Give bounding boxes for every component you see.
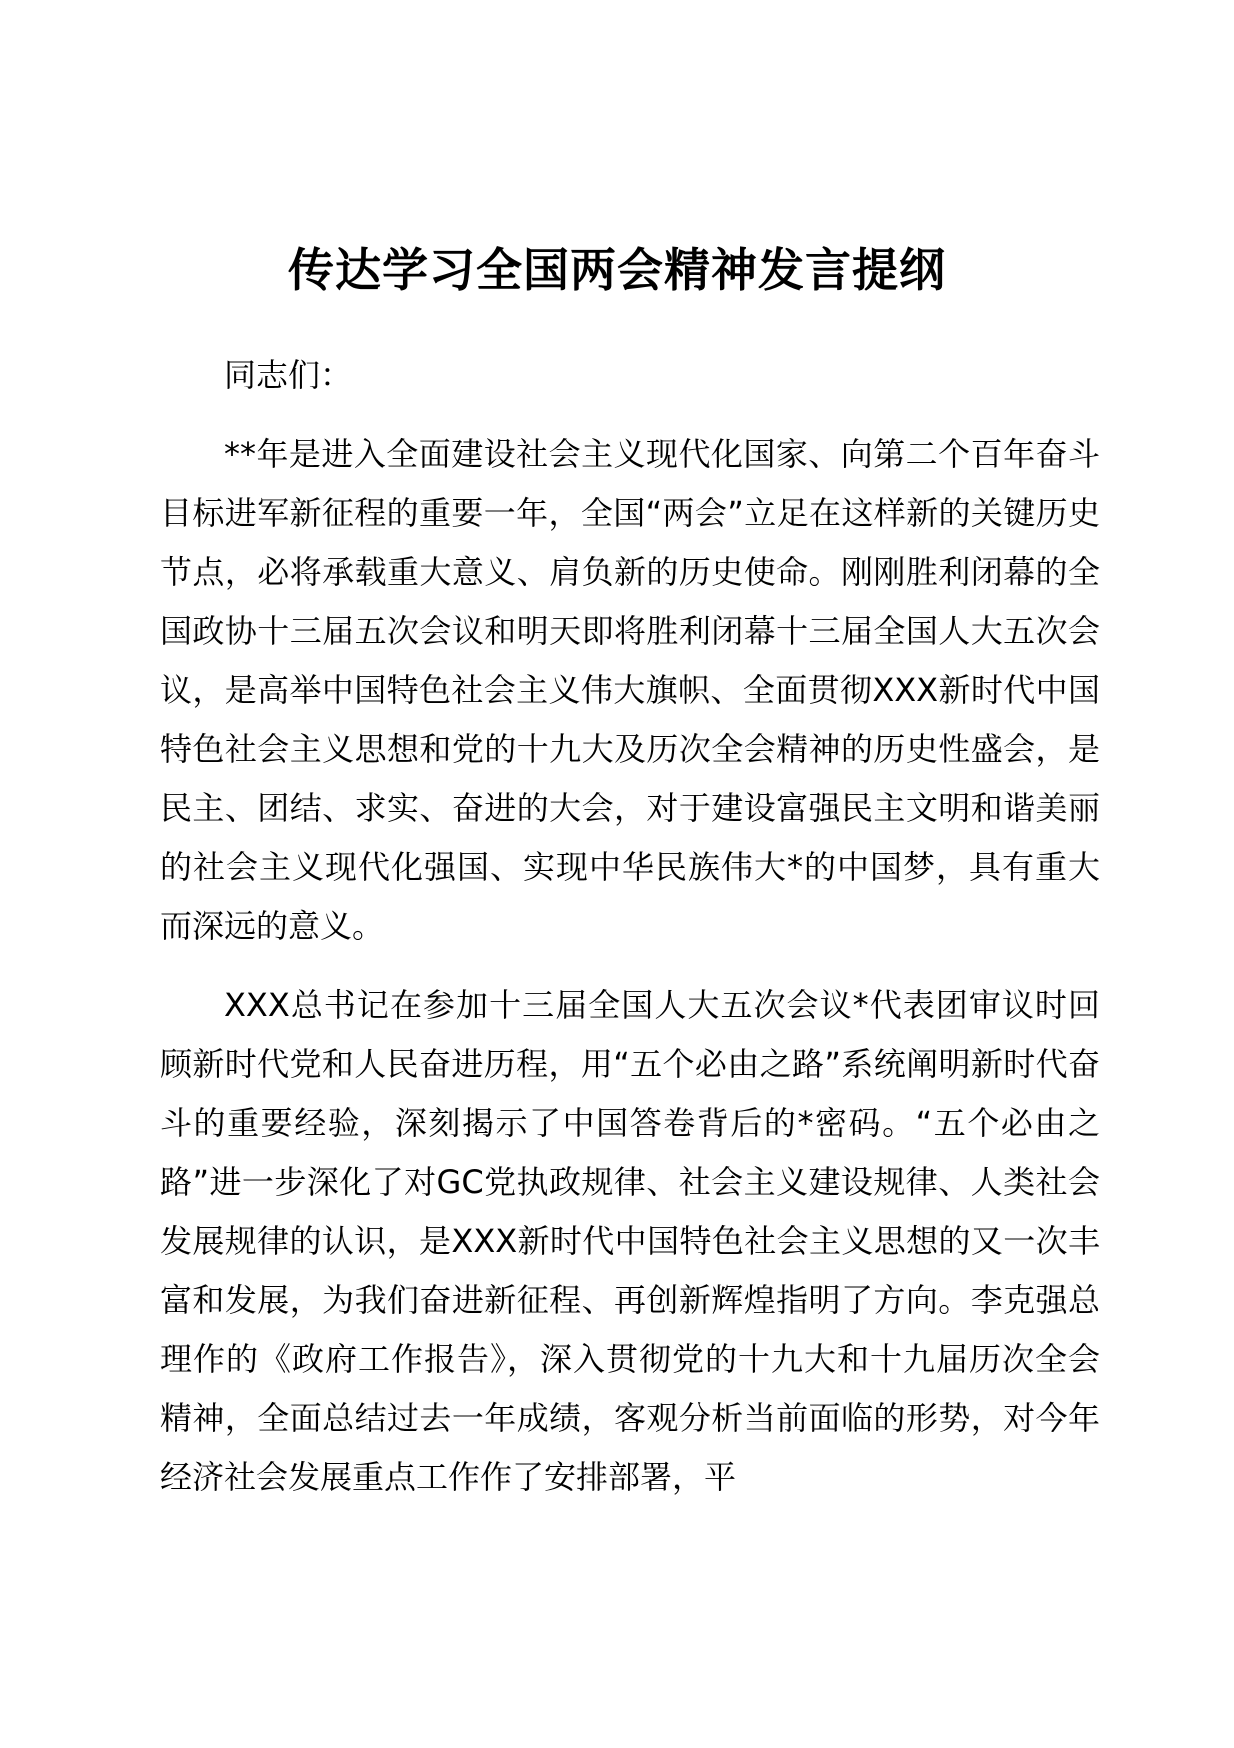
document-body [160,346,1100,1527]
paragraph-1: **年是进入全面建设社会主义现代化国家、向第二个百年奋斗目标进军新征程的重要一年，全国“两会”立足在这样新的关键历史节点，必将承载重大意义、肩负新的历史使命。刚刚胜利闭幕的全国政协十三届五次会议和明天即将胜利闭幕十三届全国人大五次会议，是高举中国特色社会主义伟大旗帜、全面贯彻XXX新时代中国特色社会主义思想和党的十九大及历次全会精神的历史性盛会，是民主、团结、求实、奋进的大会，对于建设富强民主文明和谐美丽的社会主义现代化强国、实现中华民族伟大*的中国梦，具有重大而深远的意义。 [160,435,1100,945]
salutation: 同志们： [224,356,353,394]
document-title: 传达学习全国两会精神发言提纲 [288,243,946,297]
paragraph-2: XXX总书记在参加十三届全国人大五次会议*代表团审议时回顾新时代党和人民奋进历程，用“五个必由之路”系统阐明新时代奋斗的重要经验，深刻揭示了中国答卷背后的*密码。“五个必由之路”进一步深化了对GC党执政规律、社会主义建设规律、人类社会发展规律的认识，是XXX新时代中国特色社会主义思想的又一次丰富和发展，为我们奋进新征程、再创新辉煌指明了方向。李克强总理作的《政府工作报告》，深入贯彻党的十九大和十九届历次全会精神，全面总结过去一年成绩，客观分析当前面临的形势，对今年经济社会发展重点工作作了安排部署，平 [160,986,1100,1496]
